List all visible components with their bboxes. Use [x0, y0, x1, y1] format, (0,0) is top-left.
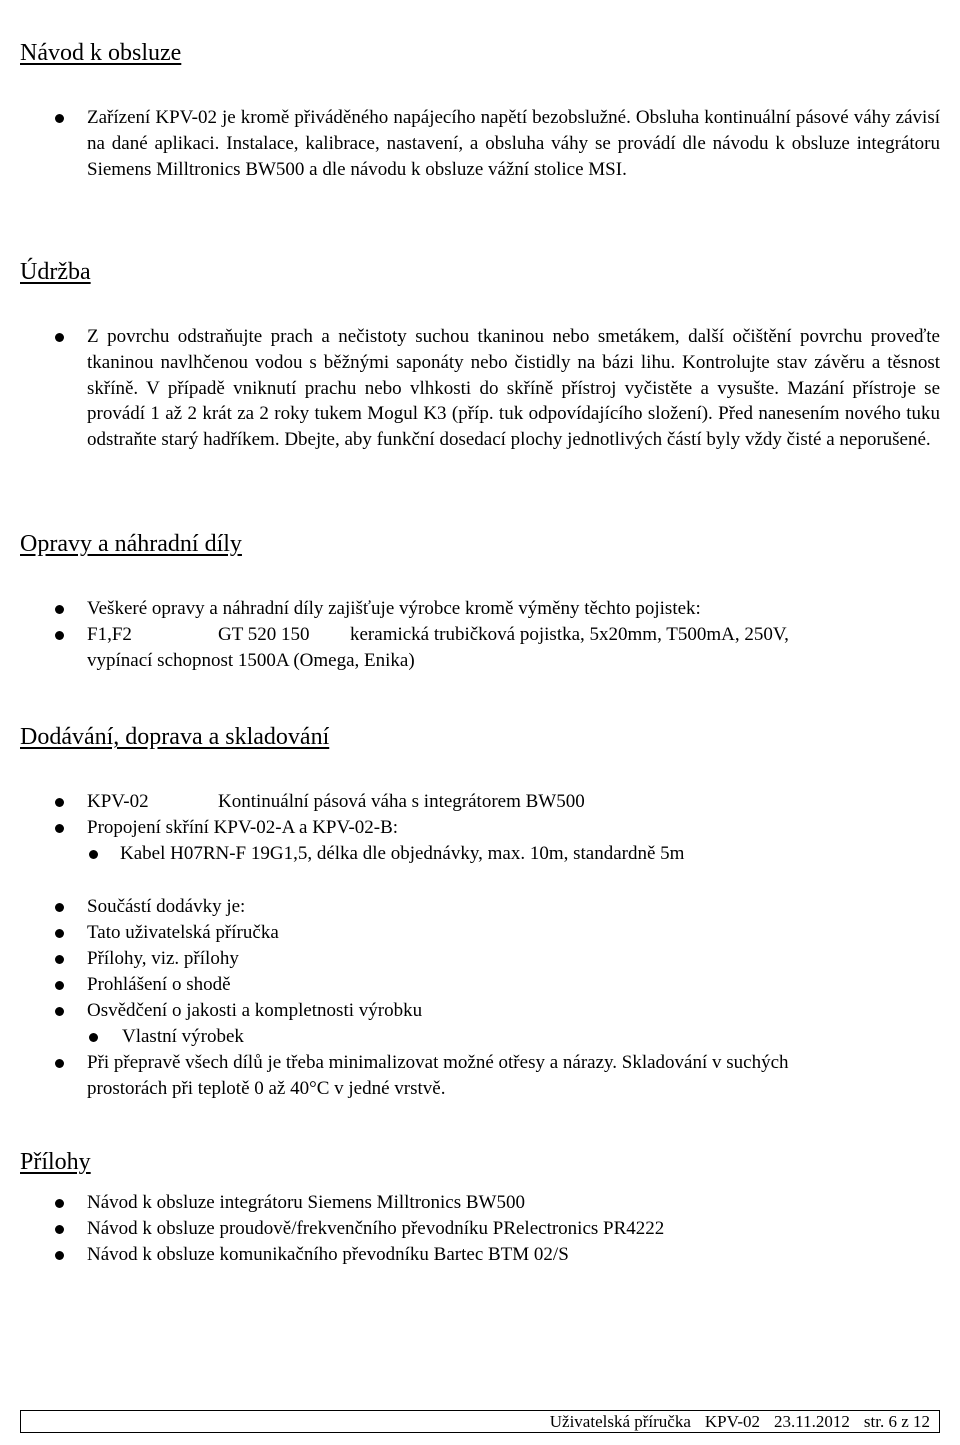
bullet-icon: [55, 605, 64, 614]
fuse-description: keramická trubičková pojistka, 5x20mm, T500mA, 250V,: [350, 624, 789, 645]
prirucka-item: Tato uživatelská příručka: [87, 922, 279, 943]
bullet-icon: [55, 955, 64, 964]
paragraph-udrzba: Z povrchu odstraňujte prach a nečistoty suchou tkaninou nebo smetákem, další očištění povrchu proveďte tkaninou navlhčenou vodou s běžnými saponáty nebo čistidly na bázi lihu. Kontrolujte stav závěru a těsnost skříně. V případě vniknutí prachu nebo vlhkosti do skříně přístroj vyčistěte a vysušte. Mazání přístroje se provádí 1 až 2 krát za 2 roky tukem Mogul K3 (příp. tuk odpovídajícího složení). Před nanesením nového tuku odstraňte starý hadříkem. Dbejte, aby funkční dosedací plochy jednotlivých částí byly vždy čisté a neporušené.: [87, 326, 940, 451]
fuse-breaking-capacity: vypínací schopnost 1500A (Omega, Enika): [87, 650, 415, 671]
prohlaseni-item: Prohlášení o shodě: [87, 974, 231, 995]
preprava-line-2: prostorách při teplotě 0 až 40°C v jedné vrstvě.: [87, 1078, 446, 1099]
prilohy-item: Přílohy, viz. přílohy: [87, 948, 239, 969]
footer-date: 23.11.2012: [774, 1412, 850, 1431]
section-title-prilohy: Přílohy: [20, 1149, 91, 1175]
section-title-navod: Návod k obsluze: [20, 40, 182, 66]
footer-text: [550, 1411, 930, 1432]
bullet-icon: [55, 1199, 64, 1208]
fuse-type: GT 520 150: [218, 624, 310, 645]
paragraph-obsluha: Zařízení KPV-02 je kromě přiváděného napájecího napětí bezobslužné. Obsluha kontinuální pásové váhy závisí na dané aplikaci. Instalace, kalibrace, nastavení, a obsluha váhy se provádí dle návodu k obsluze integrátoru Siemens Milltronics BW500 a dle návodu k obsluze vážní stolice MSI.: [87, 107, 940, 180]
vlastni-item: Vlastní výrobek: [122, 1026, 244, 1047]
fuse-id: F1,F2: [87, 624, 132, 645]
soucasti-item: Součástí dodávky je:: [87, 896, 246, 917]
bullet-icon: [55, 1007, 64, 1016]
attachment-item: Návod k obsluze proudově/frekvenčního převodníku PRelectronics PR4222: [87, 1218, 665, 1239]
footer-page-number: str. 6 z 12: [863, 1412, 930, 1431]
bullet-icon: [55, 798, 64, 807]
bullet-icon: [55, 824, 64, 833]
bullet-icon: [55, 903, 64, 912]
osvedceni-item: Osvědčení o jakosti a kompletnosti výrobku: [87, 1000, 423, 1021]
page-footer: [20, 1410, 940, 1433]
bullet-icon: [55, 1251, 64, 1260]
section-title-udrzba: Údržba: [20, 259, 91, 285]
kpv-id: KPV-02: [87, 791, 149, 812]
propojeni-item: Propojení skříní KPV-02-A a KPV-02-B:: [87, 817, 399, 838]
bullet-icon: [55, 333, 64, 342]
kabel-item: Kabel H07RN-F 19G1,5, délka dle objednávky, max. 10m, standardně 5m: [120, 843, 685, 864]
bullet-icon: [89, 1033, 98, 1042]
bullet-icon: [55, 929, 64, 938]
bullet-icon: [55, 114, 64, 123]
bullet-icon: [89, 850, 98, 859]
bullet-icon: [55, 1059, 64, 1068]
bullet-icon: [55, 981, 64, 990]
attachment-item: Návod k obsluze integrátoru Siemens Milltronics BW500: [87, 1192, 525, 1213]
attachment-item: Návod k obsluze komunikačního převodníku Bartec BTM 02/S: [87, 1244, 569, 1265]
section-title-opravy: Opravy a náhradní díly: [20, 531, 242, 557]
section-title-dodavani: Dodávání, doprava a skladování: [20, 724, 330, 750]
kpv-description: Kontinuální pásová váha s integrátorem BW500: [218, 791, 585, 812]
footer-product: KPV-02: [704, 1412, 761, 1431]
bullet-icon: [55, 631, 64, 640]
preprava-line-1: Při přepravě všech dílů je třeba minimalizovat možné otřesy a nárazy. Skladování v suchých: [87, 1052, 789, 1073]
footer-doc-name: Uživatelská příručka: [549, 1412, 691, 1431]
opravy-item: Veškeré opravy a náhradní díly zajišťuje výrobce kromě výměny těchto pojistek:: [87, 598, 701, 619]
bullet-icon: [55, 1225, 64, 1234]
